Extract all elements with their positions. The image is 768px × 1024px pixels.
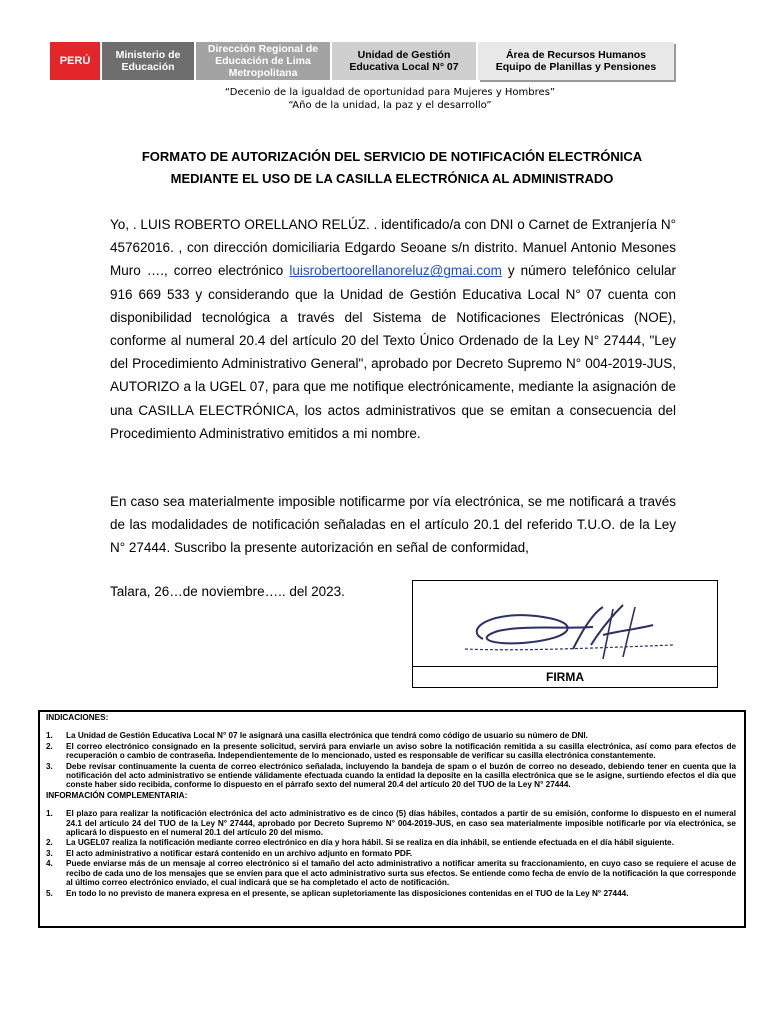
signature-box xyxy=(412,580,718,688)
indicaciones-box xyxy=(38,710,746,928)
list-item: 5. En todo lo no previsto de manera expresa en el presente, se aplican supletoriamente las disposiciones contenidas en el TUO de la Ley N° 27444. xyxy=(46,888,629,898)
document-title-line-2: MEDIANTE EL USO DE LA CASILLA ELECTRÓNICA AL ADMINISTRADO xyxy=(170,171,614,186)
ministerio-badge xyxy=(102,42,194,80)
firma-label: FIRMA xyxy=(413,666,717,687)
paragraph-text-start: Yo, . LUIS ROBERTO ORELLANO RELÚZ. . identificado/a con DNI o Carnet de Extranjería N° 45762016. , con dirección domiciliaria Edgardo Seoane s/n distrito. Manuel Antonio Mesones Muro …., correo electrónico xyxy=(110,217,676,279)
paragraph-text-end: y número telefónico celular 916 669 533 y considerando que la Unidad de Gestión Educativa Local N° 07 cuenta con disponibilidad tecnológica a través del Sistema de Notificaciones Electrónicas (NOE), conforme al numeral 20.4 del artículo 20 del Texto Único Ordenado de la Ley N° 27444, "Ley del Procedimiento Administrativo General", aprobado por Decreto Supremo N° 004-2019-JUS, AUTORIZO a la UGEL 07, para que me notifique electrónicamente, mediante la asignación de una CASILLA ELECTRÓNICA, los actos administrativos que se emitan a consecuencia del Procedimiento Administrativo emitidos a mi nombre. xyxy=(110,263,676,441)
anio-line: “Año de la unidad, la paz y el desarrollo” xyxy=(288,100,492,111)
indicaciones-title: INDICACIONES: xyxy=(46,713,109,722)
date-line: Talara, 26…de noviembre….. del 2023. xyxy=(110,584,345,599)
list-item: 4. Puede enviarse más de un mensaje al correo electrónico si el tamaño del acto administrativo a notificar amerita su fraccionamiento, en cuyo caso se requiere el acuse de recibo de cada uno de los mensajes que se envíen para que el acto administrativo surta sus efectos. Se entiende como fecha de envío de la notificación la que corresponde al último correo electrónico enviado, el cual indicará que se ha completado el acto de notificación. xyxy=(46,859,736,888)
email-link[interactable]: luisrobertoorellanoreluz@gmai.com xyxy=(289,263,502,279)
list-item: 3. El acto administrativo a notificar estará contenido en un archivo adjunto en formato PDF. xyxy=(46,848,413,858)
handwritten-signature xyxy=(453,599,683,665)
alternative-notification-paragraph: En caso sea materialmente imposible notificarme por vía electrónica, se me notificará a través de las modalidades de notificación señaladas en el artículo 20.1 del referido T.U.O. de la Ley N° 27444. Suscribo la presente autorización en señal de conformidad, xyxy=(110,494,676,556)
authorization-paragraph xyxy=(110,213,676,445)
complementaria-title: INFORMACIÓN COMPLEMENTARIA: xyxy=(46,790,188,800)
list-item: 2. El correo electrónico consignado en la presente solicitud, servirá para enviarle un aviso sobre la notificación remitida a su casilla electrónica, así como para efectos de recuperación o cambio de contraseña. Independientemente de lo mencionado, usted es responsable de verificar su casilla electrónica constantemente. xyxy=(46,741,736,761)
direccion-regional-badge xyxy=(196,42,330,80)
peru-badge xyxy=(50,42,100,80)
area-line-1: Área de Recursos Humanos xyxy=(505,49,647,61)
list-item: 3. Debe revisar continuamente la cuenta de correo electrónico señalada, incluyendo la bandeja de spam o el buzón de correo no deseado, debiendo tener en cuenta que la notificación del acto administrativo se entiende válidamente efectuada cuando la entidad la deposite en la casilla electrónica que se le asigne, surtiendo efectos el día que conste haber sido recibida, conforme lo dispuesto en el párrafo sexto del numeral 20.4 del artículo 20 del TUO de la Ley N° 27444. xyxy=(46,761,736,790)
area-badge xyxy=(478,42,674,80)
ugel-badge xyxy=(332,42,476,80)
peru-label: PERÚ xyxy=(59,55,91,67)
list-item: 2. La UGEL07 realiza la notificación mediante correo electrónico en día y hora hábil. Si se realiza en día inhábil, se entiende efectuada en el día hábil siguiente. xyxy=(46,838,674,848)
direccion-regional-label: Dirección Regional de Educación de Lima Metropolitana xyxy=(207,43,319,79)
area-line-2: Equipo de Planillas y Pensiones xyxy=(495,61,657,73)
list-item: 1. La Unidad de Gestión Educativa Local N° 07 le asignará una casilla electrónica que tendrá como código de usuario su número de DNI. xyxy=(46,731,588,741)
decenio-line: “Decenio de la igualdad de oportunidad para Mujeres y Hombres” xyxy=(224,87,556,98)
ugel-label: Unidad de Gestión Educativa Local N° 07 xyxy=(349,49,459,73)
document-title-line-1: FORMATO DE AUTORIZACIÓN DEL SERVICIO DE NOTIFICACIÓN ELECTRÓNICA xyxy=(141,149,643,164)
list-item: 1. El plazo para realizar la notificación electrónica del acto administrativo es de cinco (5) días hábiles, contados a partir de su emisión, conforme lo dispuesto en el numeral 24.1 del artículo 24 del TUO de la Ley N° 27444, aprobado por Decreto Supremo N° 004-2019-JUS, en caso sea materialmente imposible notificarle por vía electrónica, se aplicará lo dispuesto en el numeral 20.1 del artículo 20 del mismo. xyxy=(46,809,736,838)
ministerio-label: Ministerio de Educación xyxy=(115,49,181,73)
